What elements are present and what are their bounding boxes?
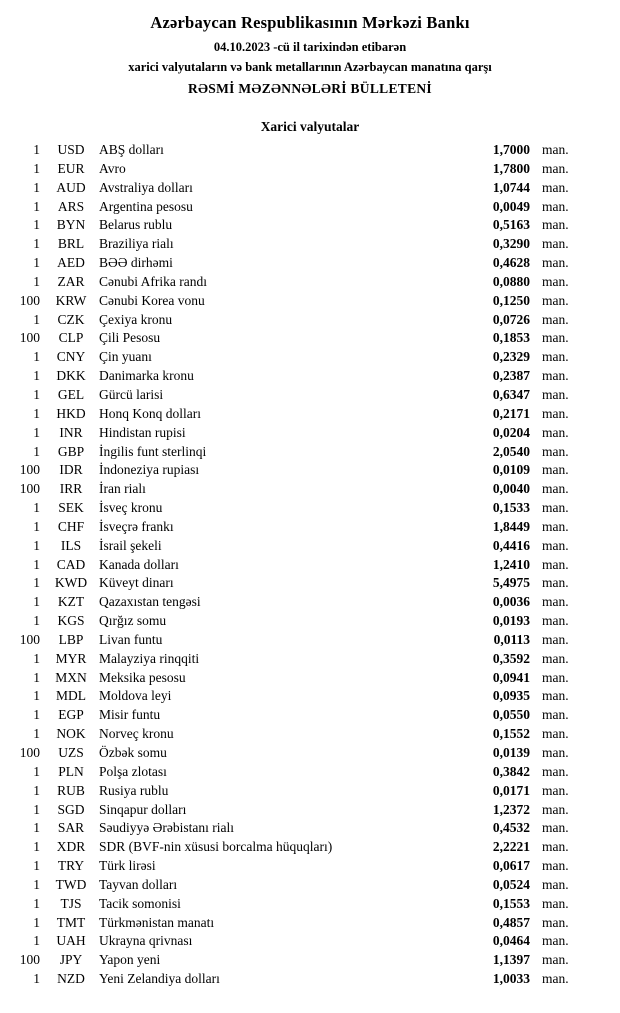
currency-code: KZT: [57, 594, 85, 610]
unit-label: man.: [542, 631, 569, 647]
currency-quantity: 1: [33, 839, 40, 855]
table-row: [10, 877, 586, 896]
currency-quantity: 1: [33, 160, 40, 176]
rate-value: 0,1553: [492, 895, 530, 911]
currency-code: HKD: [56, 405, 86, 421]
unit-label: man.: [542, 198, 569, 214]
rate-value: 0,1533: [492, 500, 530, 516]
table-row: [10, 971, 586, 990]
table-row: [10, 688, 586, 707]
rate-value: 0,0880: [492, 273, 530, 289]
unit-label: man.: [542, 462, 569, 478]
currency-code: KGS: [57, 613, 85, 629]
bulletin-header: [0, 13, 620, 97]
currency-name: Kanada dolları: [99, 556, 179, 572]
currency-quantity: 1: [33, 236, 40, 252]
currency-quantity: 100: [19, 330, 40, 346]
table-row: [10, 330, 586, 349]
currency-name: ABŞ dolları: [99, 142, 164, 157]
currency-quantity: 1: [33, 933, 40, 949]
unit-label: man.: [542, 914, 569, 930]
currency-code: LBP: [58, 631, 84, 647]
table-row: [10, 632, 586, 651]
table-row: [10, 575, 586, 594]
unit-label: man.: [542, 650, 569, 666]
rate-value: 0,0617: [492, 858, 530, 874]
currency-code: SGD: [57, 801, 85, 817]
rate-value: 0,0935: [492, 688, 530, 704]
rate-value: 0,0109: [492, 462, 530, 478]
rate-value: 1,0744: [492, 179, 530, 195]
currency-name: Belarus rublu: [99, 217, 173, 233]
table-row: [10, 726, 586, 745]
currency-code: RUB: [57, 782, 85, 798]
unit-label: man.: [542, 707, 569, 723]
currency-code: CAD: [56, 556, 86, 572]
currency-code: AED: [57, 255, 85, 271]
currency-name: Küveyt dinarı: [99, 575, 174, 591]
currency-quantity: 1: [33, 763, 40, 779]
currency-quantity: 100: [19, 631, 40, 647]
table-row: [10, 802, 586, 821]
table-row: [10, 500, 586, 519]
rate-value: 0,0524: [492, 876, 530, 892]
currency-quantity: 1: [33, 782, 40, 798]
rate-value: 0,3842: [492, 763, 530, 779]
currency-quantity: 1: [33, 876, 40, 892]
currency-quantity: 1: [33, 273, 40, 289]
currency-quantity: 1: [33, 198, 40, 214]
currency-name: Qırğız somu: [99, 613, 167, 629]
currency-name: Argentina pesosu: [99, 198, 193, 214]
table-row: [10, 839, 586, 858]
table-row: [10, 933, 586, 952]
table-row: [10, 594, 586, 613]
currency-quantity: 1: [33, 500, 40, 516]
rate-value: 0,0941: [492, 669, 530, 685]
effective-date-line: 04.10.2023 -cü il tarixindən etibarən: [213, 40, 407, 54]
currency-quantity: 1: [33, 556, 40, 572]
currency-name: SDR (BVF-nin xüsusi borcalma hüquqları): [99, 839, 333, 855]
currency-name: Livan funtu: [99, 631, 163, 647]
table-row: [10, 462, 586, 481]
unit-label: man.: [542, 726, 569, 742]
rate-value: 0,6347: [492, 386, 530, 402]
rate-value: 0,1250: [492, 292, 530, 308]
unit-label: man.: [542, 688, 569, 704]
unit-label: man.: [542, 613, 569, 629]
table-row: [10, 255, 586, 274]
table-row: [10, 783, 586, 802]
unit-label: man.: [542, 801, 569, 817]
unit-label: man.: [542, 255, 569, 271]
currency-quantity: 1: [33, 613, 40, 629]
unit-label: man.: [542, 179, 569, 195]
currency-code: MXN: [55, 669, 87, 685]
currency-name: Səudiyyə Ərəbistanı rialı: [99, 820, 234, 836]
currency-quantity: 1: [33, 914, 40, 930]
currency-quantity: 1: [33, 688, 40, 704]
unit-label: man.: [542, 575, 569, 591]
currency-name: İsrail şekeli: [99, 537, 162, 553]
unit-label: man.: [542, 895, 569, 911]
currency-quantity: 1: [33, 707, 40, 723]
rate-value: 0,4628: [492, 255, 530, 271]
unit-label: man.: [542, 292, 569, 308]
currency-code: XDR: [56, 839, 86, 855]
currency-quantity: 1: [33, 179, 40, 195]
rate-value: 0,0171: [492, 782, 530, 798]
currency-name: Honq Konq dolları: [99, 405, 201, 421]
unit-label: man.: [542, 952, 569, 968]
table-row: [10, 557, 586, 576]
currency-quantity: 1: [33, 386, 40, 402]
currency-name: Çili Pesosu: [99, 330, 161, 346]
unit-label: man.: [542, 782, 569, 798]
rate-value: 0,0040: [492, 481, 530, 497]
currency-quantity: 1: [33, 669, 40, 685]
unit-label: man.: [542, 405, 569, 421]
rate-value: 0,0113: [493, 631, 530, 647]
table-row: [10, 745, 586, 764]
table-row: [10, 538, 586, 557]
currency-name: İsveçrə frankı: [99, 518, 174, 534]
unit-label: man.: [542, 217, 569, 233]
table-row: [10, 651, 586, 670]
currency-name: BƏƏ dirhəmi: [99, 255, 173, 271]
table-row: [10, 707, 586, 726]
currency-code: MYR: [55, 650, 87, 666]
rate-value: 1,2372: [492, 801, 530, 817]
unit-label: man.: [542, 273, 569, 289]
rate-value: 0,0139: [492, 745, 530, 760]
currency-code: CNY: [56, 349, 86, 365]
currency-name: Yapon yeni: [99, 952, 161, 968]
currency-quantity: 1: [33, 895, 40, 911]
currency-quantity: 1: [33, 424, 40, 440]
rate-value: 0,4857: [492, 914, 530, 930]
rate-value: 5,4975: [492, 575, 530, 591]
rate-value: 1,2410: [492, 556, 530, 572]
unit-label: man.: [542, 518, 569, 534]
table-row: [10, 896, 586, 915]
currency-code: EUR: [57, 160, 85, 176]
rate-value: 0,1552: [492, 726, 530, 742]
unit-label: man.: [542, 500, 569, 516]
currency-name: Türkmənistan manatı: [99, 914, 215, 930]
currency-name: İran rialı: [99, 481, 146, 497]
currency-code: IDR: [59, 462, 83, 478]
unit-label: man.: [542, 971, 569, 987]
unit-label: man.: [542, 330, 569, 346]
rate-value: 0,2329: [492, 349, 530, 365]
currency-quantity: 1: [33, 368, 40, 384]
currency-name: İngilis funt sterlinqi: [99, 443, 207, 459]
currency-code: EGP: [58, 707, 84, 723]
currency-code: BYN: [56, 217, 86, 233]
currency-code: TWD: [55, 876, 87, 892]
currency-code: NZD: [57, 971, 85, 987]
table-row: [10, 236, 586, 255]
currency-name: Rusiya rublu: [99, 782, 169, 798]
rate-value: 0,3290: [492, 236, 530, 252]
unit-label: man.: [542, 933, 569, 949]
currency-name: Tayvan dolları: [99, 876, 178, 892]
currency-code: TMT: [56, 914, 86, 930]
rate-value: 0,0036: [492, 594, 530, 610]
unit-label: man.: [542, 386, 569, 402]
currency-name: Cənubi Korea vonu: [99, 292, 205, 308]
currency-name: Özbək somu: [99, 745, 167, 760]
currency-quantity: 1: [33, 971, 40, 987]
currency-code: IRR: [59, 481, 83, 497]
rate-value: 0,0193: [492, 613, 530, 629]
table-row: [10, 915, 586, 934]
currency-quantity: 1: [33, 443, 40, 459]
rate-value: 0,4532: [492, 820, 530, 836]
currency-quantity: 100: [19, 462, 40, 478]
currency-name: Gürcü larisi: [99, 386, 164, 402]
table-row: [10, 425, 586, 444]
unit-label: man.: [542, 311, 569, 327]
currency-name: İsveç kronu: [99, 500, 163, 516]
unit-label: man.: [542, 481, 569, 497]
currency-name: İndoneziya rupiası: [99, 462, 200, 478]
currency-quantity: 100: [19, 952, 40, 968]
table-row: [10, 312, 586, 331]
currency-name: Yeni Zelandiya dolları: [99, 971, 220, 987]
currency-quantity: 100: [19, 481, 40, 497]
rate-value: 0,1853: [492, 330, 530, 346]
currency-code: USD: [57, 142, 85, 157]
currency-code: TRY: [57, 858, 85, 874]
currency-quantity: 1: [33, 217, 40, 233]
currency-name: Moldova leyi: [99, 688, 172, 704]
unit-label: man.: [542, 745, 569, 760]
currency-code: MDL: [56, 688, 86, 704]
table-row: [10, 444, 586, 463]
unit-label: man.: [542, 424, 569, 440]
currency-name: Hindistan rupisi: [99, 424, 186, 440]
rate-value: 0,2171: [492, 405, 530, 421]
rate-value: 1,7800: [492, 160, 530, 176]
unit-label: man.: [542, 820, 569, 836]
unit-label: man.: [542, 142, 569, 157]
currency-code: JPY: [59, 952, 83, 968]
currency-name: Çexiya kronu: [99, 311, 173, 327]
currency-name: Sinqapur dolları: [99, 801, 187, 817]
currency-name: Misir funtu: [99, 707, 161, 723]
currency-quantity: 100: [19, 292, 40, 308]
currency-name: Cənubi Afrika randı: [99, 273, 207, 289]
currency-code: DKK: [56, 368, 86, 384]
currency-quantity: 1: [33, 255, 40, 271]
currency-quantity: 1: [33, 349, 40, 365]
unit-label: man.: [542, 556, 569, 572]
currency-code: PLN: [58, 763, 84, 779]
currency-quantity: 1: [33, 594, 40, 610]
currency-name: Malayziya rinqqiti: [99, 650, 200, 666]
currency-quantity: 1: [33, 726, 40, 742]
table-row: [10, 820, 586, 839]
section-title-foreign-currencies: Xarici valyutalar: [260, 119, 360, 134]
currency-code: CLP: [58, 330, 84, 346]
table-row: [10, 481, 586, 500]
currency-quantity: 1: [33, 858, 40, 874]
currency-code: NOK: [56, 726, 86, 742]
unit-label: man.: [542, 858, 569, 874]
currency-name: Tacik somonisi: [99, 895, 181, 911]
bulletin-subtitle: xarici valyutaların və bank metallarının Azərbaycan manatına qarşı: [128, 60, 492, 74]
rate-value: 2,0540: [492, 443, 530, 459]
table-row: [10, 180, 586, 199]
table-row: [10, 217, 586, 236]
table-row: [10, 293, 586, 312]
unit-label: man.: [542, 368, 569, 384]
currency-quantity: 1: [33, 650, 40, 666]
currency-name: Meksika pesosu: [99, 669, 186, 685]
table-row: [10, 199, 586, 218]
currency-quantity: 1: [33, 820, 40, 836]
currency-code: SEK: [58, 500, 84, 516]
currency-code: SAR: [57, 820, 85, 836]
unit-label: man.: [542, 443, 569, 459]
unit-label: man.: [542, 839, 569, 855]
rate-value: 0,2387: [492, 368, 530, 384]
currency-code: ZAR: [57, 273, 85, 289]
rate-value: 0,4416: [492, 537, 530, 553]
rate-value: 0,0726: [492, 311, 530, 327]
table-row: [10, 368, 586, 387]
currency-code: ILS: [60, 537, 82, 553]
currency-name: Çin yuanı: [99, 349, 152, 365]
currency-code: BRL: [57, 236, 85, 252]
currency-code: GBP: [57, 443, 85, 459]
table-row: [10, 142, 586, 161]
table-row: [10, 274, 586, 293]
bank-title: Azərbaycan Respublikasının Mərkəzi Bankı: [150, 13, 470, 32]
rate-value: 0,0464: [492, 933, 530, 949]
table-row: [10, 670, 586, 689]
table-row: [10, 613, 586, 632]
unit-label: man.: [542, 160, 569, 176]
rate-value: 1,0033: [492, 971, 530, 987]
currency-name: Türk lirəsi: [99, 858, 156, 874]
currency-quantity: 1: [33, 801, 40, 817]
currency-quantity: 1: [33, 142, 40, 157]
table-row: [10, 764, 586, 783]
currency-code: ARS: [57, 198, 85, 214]
table-row: [10, 858, 586, 877]
exchange-rates-table: [0, 142, 620, 990]
rate-value: 0,0049: [492, 198, 530, 214]
currency-quantity: 1: [33, 575, 40, 591]
currency-name: Norveç kronu: [99, 726, 174, 742]
unit-label: man.: [542, 349, 569, 365]
currency-name: Braziliya rialı: [99, 236, 174, 252]
unit-label: man.: [542, 594, 569, 610]
currency-name: Danimarka kronu: [99, 368, 194, 384]
currency-code: AUD: [56, 179, 86, 195]
table-row: [10, 519, 586, 538]
currency-quantity: 1: [33, 537, 40, 553]
currency-name: Avstraliya dolları: [99, 179, 193, 195]
unit-label: man.: [542, 876, 569, 892]
rate-value: 1,8449: [492, 518, 530, 534]
currency-name: Polşa zlotası: [99, 763, 167, 779]
table-row: [10, 952, 586, 971]
currency-name: Avro: [99, 160, 126, 176]
unit-label: man.: [542, 537, 569, 553]
currency-code: GEL: [57, 386, 85, 402]
unit-label: man.: [542, 236, 569, 252]
currency-code: KWD: [54, 575, 88, 591]
rate-value: 2,2221: [492, 839, 530, 855]
rate-value: 1,7000: [492, 142, 530, 157]
currency-code: TJS: [60, 895, 82, 911]
table-row: [10, 349, 586, 368]
rate-value: 0,0204: [492, 424, 530, 440]
rate-value: 0,3592: [492, 650, 530, 666]
currency-name: Ukrayna qrivnası: [99, 933, 193, 949]
currency-quantity: 1: [33, 518, 40, 534]
currency-quantity: 1: [33, 311, 40, 327]
table-row: [10, 406, 586, 425]
rate-value: 0,5163: [492, 217, 530, 233]
currency-code: KRW: [55, 292, 87, 308]
currency-quantity: 100: [19, 745, 40, 760]
unit-label: man.: [542, 763, 569, 779]
currency-code: UAH: [56, 933, 86, 949]
bulletin-title: RƏSMİ MƏZƏNNƏLƏRİ BÜLLETENİ: [187, 81, 432, 96]
currency-code: CHF: [57, 518, 85, 534]
table-row: [10, 387, 586, 406]
rate-value: 0,0550: [492, 707, 530, 723]
table-row: [10, 161, 586, 180]
unit-label: man.: [542, 669, 569, 685]
currency-code: INR: [59, 424, 83, 440]
rate-value: 1,1397: [492, 952, 530, 968]
currency-code: CZK: [57, 311, 85, 327]
currency-name: Qazaxıstan tengəsi: [99, 594, 201, 610]
currency-code: UZS: [58, 745, 84, 760]
currency-quantity: 1: [33, 405, 40, 421]
